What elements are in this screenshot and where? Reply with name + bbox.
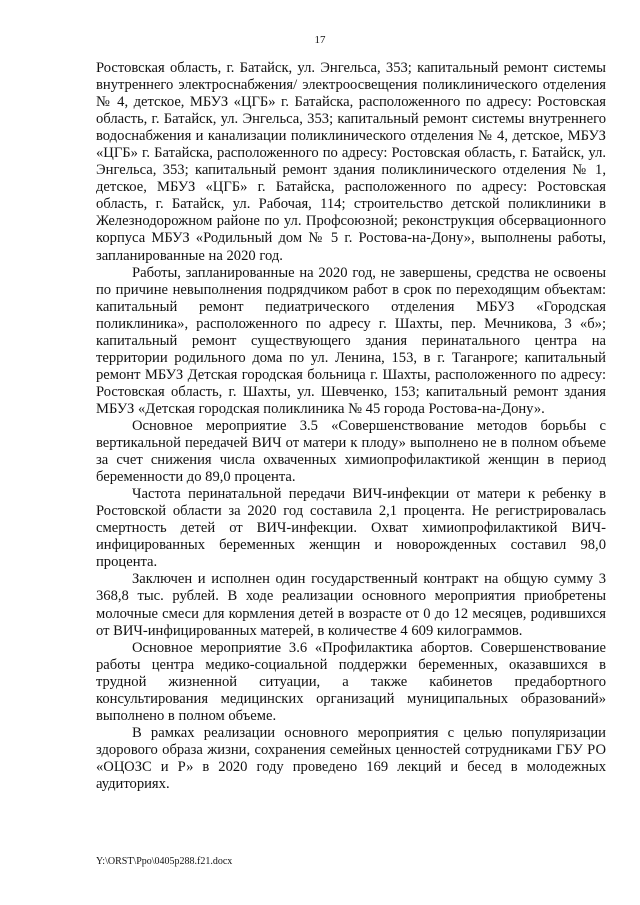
paragraph: Частота перинатальной передачи ВИЧ-инфекции от матери к ребенку в Ростовской области за 2020 год составила 2,1 процента. Не регистрировалась смертность детей от ВИЧ-инфекции. Охват химиопрофилактикой ВИЧ-инфицированных беременных женщин и новорожденных составил 98,0 процента. xyxy=(96,486,606,571)
paragraph: Основное мероприятие 3.5 «Совершенствование методов борьбы с вертикальной передачей ВИЧ от матери к плоду» выполнено не в полном объеме за счет снижения числа охваченных химиопрофилактикой женщин в период беременности до 89,0 процента. xyxy=(96,417,606,486)
paragraph: Работы, запланированные на 2020 год, не завершены, средства не освоены по причине невыполнения подрядчиком работ в срок по переходящим объектам: капитальный ремонт педиатрического отделения МБУЗ «Городская поликлиника», расположенного по адресу г. Шахты, пер. Мечникова, 3 «б»; капитальный ремонт существующего здания перинатального центра на территории родильного дома по ул. Ленина, 153, в г. Таганроге; капитальный ремонт МБУЗ Детская городская больница г. Шахты, расположенного по адресу: Ростовская область, г. Шахты, ул. Шевченко, 153; капитальный ремонт здания МБУЗ «Детская городская поликлиника № 45 города Ростова-на-Дону». xyxy=(96,264,606,417)
page-number: 17 xyxy=(314,34,326,46)
paragraph: Ростовская область, г. Батайск, ул. Энгельса, 353; капитальный ремонт системы внутреннего электроснабжения/ электроосвещения поликлинического отделения № 4, детское, МБУЗ «ЦГБ» г. Батайска, расположенного по адресу: Ростовская область, г. Батайск, ул. Энгельса, 353; капитальный ремонт системы внутреннего водоснабжения и канализации поликлинического отделения № 4, детское, МБУЗ «ЦГБ» г. Батайска, расположенного по адресу: Ростовская область, г. Батайск, ул. Энгельса, 353; капитальный ремонт здания поликлинического отделения № 1, детское, МБУЗ «ЦГБ» г. Батайска, расположенного по адресу: Ростовская область, г. Батайск, ул. Рабочая, 114; строительство детской поликлиники в Железнодорожном районе по ул. Профсоюзной; реконструкция обсервационного корпуса МБУЗ «Родильный дом № 5 г. Ростова-на-Дону», выполнены работы, запланированные на 2020 год. xyxy=(96,60,606,264)
document-body xyxy=(96,60,606,793)
paragraph: Заключен и исполнен один государственный контракт на общую сумму 3 368,8 тыс. рублей. В ходе реализации основного мероприятия приобретены молочные смеси для кормления детей в возрасте от 0 до 12 месяцев, родившихся от ВИЧ-инфицированных матерей, в количестве 4 609 килограммов. xyxy=(96,571,606,639)
file-path-footer: Y:\ORST\Ppo\0405p288.f21.docx xyxy=(96,856,233,867)
paragraph: В рамках реализации основного мероприятия с целью популяризации здорового образа жизни, сохранения семейных ценностей сотрудниками ГБУ РО «ОЦОЗС и Р» в 2020 году проведено 169 лекций и бесед в молодежных аудиториях. xyxy=(96,724,606,792)
paragraph: Основное мероприятие 3.6 «Профилактика абортов. Совершенствование работы центра медико-социальной поддержки беременных, оказавшихся в трудной жизненной ситуации, а также кабинетов предабортного консультирования медицинских организаций муниципальных образований» выполнено в полном объеме. xyxy=(96,639,606,724)
